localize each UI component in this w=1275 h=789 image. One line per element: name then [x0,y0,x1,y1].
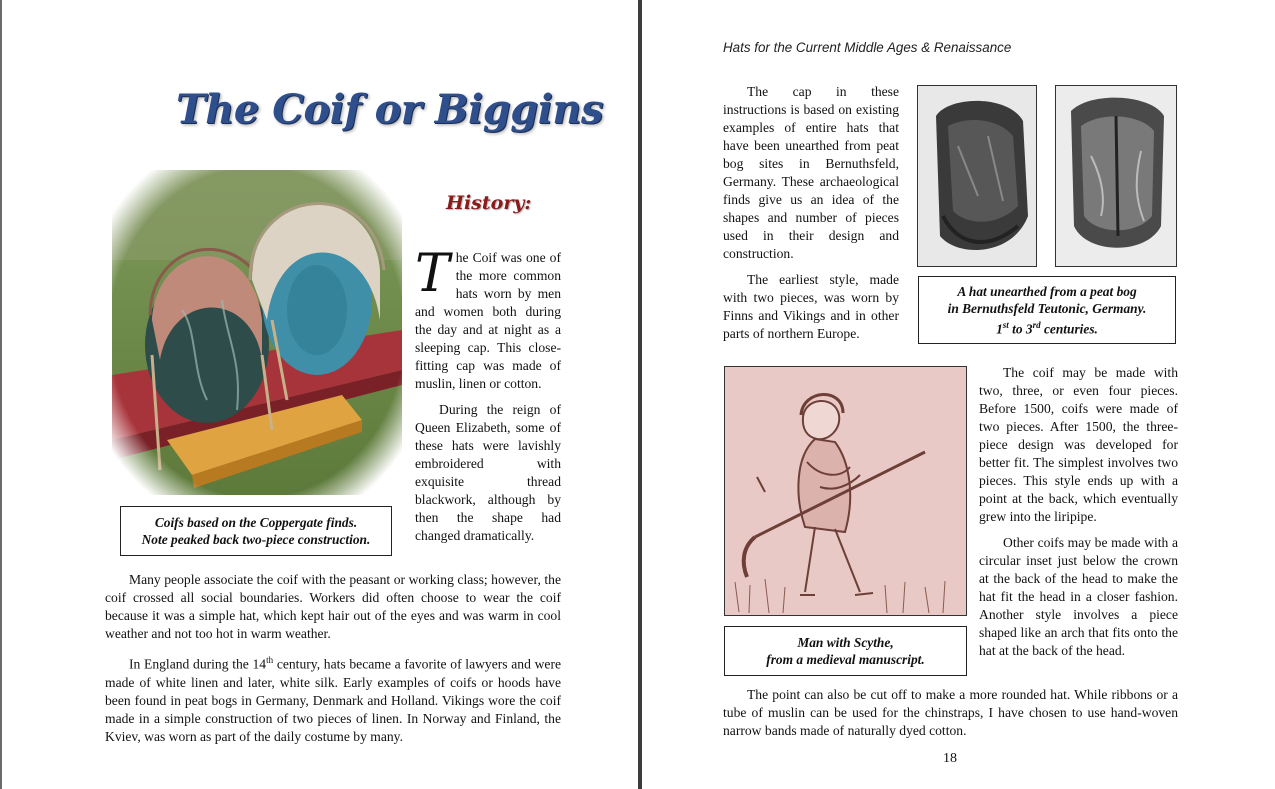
bog-caption-centuries: centuries. [1040,321,1098,337]
right-column-paragraph-2: Other coifs may be made with a circular inset just below the crown at the back of the head to make the hat fit the head in a closer fashion. Another style involves a piece shaped like an arch that fits onto the hat at the back of the head. [979,535,1178,658]
bog-caption-century-1: 1 [996,321,1003,337]
history-paragraph-2: During the reign of Queen Elizabeth, some of these hats were lavishly embroidered with exquisite thread blackwork, although by then the shape had changed dramatically. [415,402,561,543]
scythe-caption-line-1: Man with Scythe, [797,635,894,650]
scythe-caption [724,626,967,676]
intro-column [723,83,899,343]
body-paragraph-2 [105,651,561,746]
right-column-text [979,364,1178,660]
coifs-caption-line-2: Note peaked back two-piece construction. [141,532,371,547]
bog-caption-sup-1: st [1002,319,1009,330]
bog-hat-photo-1-image [918,86,1036,266]
coifs-photo [112,170,402,495]
body-paragraph-2-start: In England during the 14 [129,656,267,672]
scythe-manuscript-image [724,366,967,616]
body-paragraph-2-sup: th [266,655,274,665]
coifs-photo-caption [120,506,392,556]
body-paragraph-1: Many people associate the coif with the peasant or working class; however, the coif crossed all social boundaries. Workers did often choose to wear the coif because it was a simple hat, which kept hair out of the eyes and was warm in cool weather and not too hot in warm weather. [105,572,561,641]
intro-paragraph-2: The earliest style, made with two pieces, was worn by Finns and Vikings and in other parts of northern Europe. [723,272,899,341]
bog-caption-line-2: in Bernuthsfeld Teutonic, Germany. [947,300,1147,316]
scythe-man-drawing [725,367,966,615]
right-page [642,0,1275,789]
intro-paragraph-1: The cap in these instructions is based on existing examples of entire hats that have been unearthed from peat bog sites in Bernuthsfeld, Germany. These archaeological finds give us an idea of the shapes and number of pieces used in their design and construction. [723,84,899,261]
bog-caption-to: to 3 [1008,321,1033,337]
page-title: The Coif or Biggins [176,86,603,133]
drop-cap: T [415,244,450,304]
body-paragraph-2-rest: century, hats became a favorite of lawyers and were made of white linen and later, white silk. Early examples of coifs or hoods have been found in peat bogs in Germany, Denmark and Holland. Vikings wore the coif made in a simple construction of two pieces of linen. In Norway and Finland, the Kviev, was worn as part of the daily costume by many. [105,656,561,744]
history-paragraph-1-text: he Coif was one of the more common hats worn by men and women both during the day and at night as a sleeping cap. This close-fitting cap was made of muslin, linen or cotton. [415,250,561,391]
bog-caption-line-1: A hat unearthed from a peat bog [957,283,1137,299]
closing-text [723,686,1178,740]
bog-hat-photo-2 [1055,85,1177,267]
left-body-text [105,571,561,746]
history-heading: History: [446,192,532,214]
bog-hat-caption [918,276,1176,344]
right-column-paragraph-1: The coif may be made with two, three, or even four pieces. Before 1500, coifs were made of two pieces. After 1500, the three-piece design was developed for better fit. The simplest involves two pieces. This style ends up with a point at the back, which eventually grew into the liripipe. [979,365,1178,524]
running-header: Hats for the Current Middle Ages & Renaissance [723,40,1012,55]
coifs-caption-line-1: Coifs based on the Coppergate finds. [154,515,358,530]
bog-hat-photo-2-image [1056,86,1176,266]
closing-paragraph: The point can also be cut off to make a more rounded hat. While ribbons or a tube of muslin can be used for the chinstraps, I have chosen to use hand-woven narrow bands made of naturally dyed cotton. [723,687,1178,738]
bog-caption-line-3 [919,317,1175,337]
bog-caption-sup-2: rd [1032,319,1041,330]
history-paragraph-1 [415,244,561,393]
page-number: 18 [943,751,957,766]
history-column [415,244,561,545]
scythe-caption-line-2: from a medieval manuscript. [766,652,925,667]
bog-hat-photo-1 [917,85,1037,267]
coifs-photo-image [112,170,402,495]
